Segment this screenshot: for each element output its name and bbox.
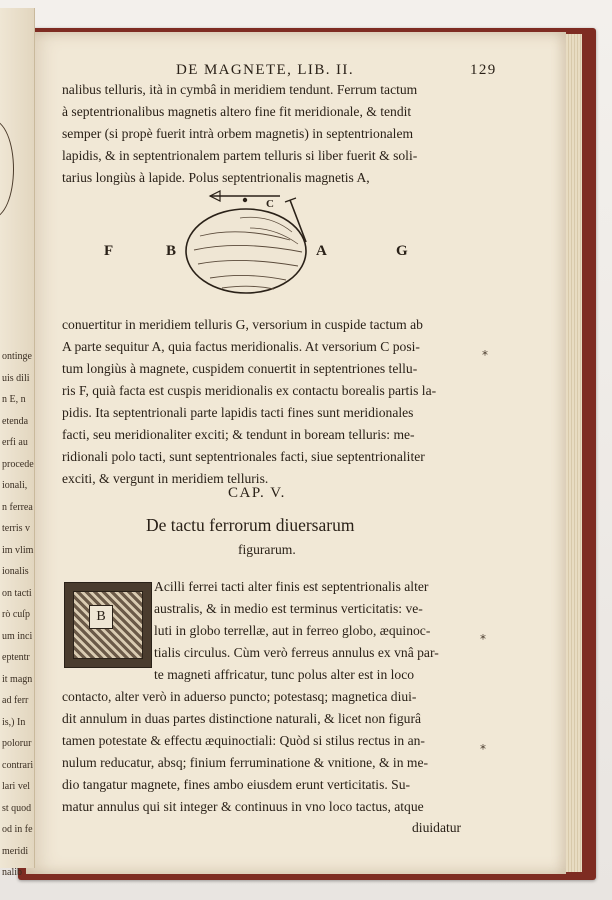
text-line: dio tangatur magnete, fines ambo eiusdem erunt verticitatis. Su- bbox=[62, 777, 411, 792]
text-line: tum longiùs à magnete, cuspidem conuertit in septentriones tellu- bbox=[62, 361, 418, 376]
left-page-fragment: n ferrea bbox=[2, 501, 33, 513]
left-page-fragment: im vlim bbox=[2, 544, 34, 556]
left-page-fragment: procede bbox=[2, 458, 34, 470]
left-page-fragment: ionali, bbox=[2, 480, 28, 491]
text-line: matur annulus qui sit integer & continuus in vno loco tactus, atque bbox=[62, 799, 424, 814]
left-page-fragment: on tacti bbox=[2, 587, 32, 599]
chapter-number: CAP. V. bbox=[228, 485, 286, 501]
figure-label-c: C bbox=[266, 198, 274, 210]
left-page-fragment: it magn bbox=[2, 673, 33, 685]
text-line: facti, seu meridionaliter exciti; & tendunt in boream telluris: me- bbox=[62, 427, 415, 442]
text-line: pidis. Ita septentrionali parte lapidis tacti fines sunt meridionales bbox=[62, 405, 414, 420]
left-page-fragment: n E, n bbox=[2, 394, 26, 405]
text-line: ridionali polo tacti, sunt septentrionales facti, siue septentrionaliter bbox=[62, 449, 425, 464]
figure-label-b: B bbox=[166, 243, 177, 259]
margin-mark: * bbox=[480, 742, 486, 756]
left-page-figure-arc bbox=[0, 120, 14, 218]
left-page-fragment: etenda bbox=[2, 415, 29, 427]
text-line: A parte sequitur A, quia factus meridionalis. At versorium C posi- bbox=[62, 339, 420, 354]
text-line: lapidis, & in septentrionalem partem telluris si liber fuerit & soli- bbox=[62, 148, 418, 163]
left-page-fragment: rò cuſp bbox=[2, 609, 31, 620]
figure-label-a: A bbox=[316, 243, 327, 259]
text-line: luti in globo terrellæ, aut in ferreo globo, æquinoc- bbox=[154, 623, 431, 638]
figure-label-g: G bbox=[396, 243, 408, 259]
lodestone bbox=[186, 209, 306, 293]
left-page-fragment: ionalis bbox=[2, 566, 29, 577]
left-page-fragment: terris v bbox=[2, 523, 31, 534]
left-page-fragment: um inci bbox=[2, 630, 33, 642]
left-page-fragment: polorur bbox=[2, 738, 32, 749]
left-page-text bbox=[2, 346, 36, 884]
decorated-initial bbox=[64, 582, 152, 668]
text-line: à septentrionalibus magnetis altero fine fit meridionale, & tendit bbox=[62, 104, 412, 119]
left-page-fragment: od in fe bbox=[2, 824, 33, 835]
text-line: dit annulum in duas partes distinctione naturali, & licet non figurâ bbox=[62, 711, 422, 726]
chapter-title: De tactu ferrorum diuersarum bbox=[146, 515, 355, 535]
text-line: semper (si propè fuerit intrà orbem magnetis) in septentrionalem bbox=[62, 126, 414, 141]
text-line: nulum reducatur, absq; finium ferruminatione & vnitione, & in me- bbox=[62, 755, 429, 770]
initial-letter: B bbox=[89, 605, 113, 629]
chapter-subtitle: figurarum. bbox=[238, 542, 296, 557]
catchword: diuidatur bbox=[412, 820, 462, 835]
page-number: 129 bbox=[470, 62, 497, 78]
text-line: nalibus telluris, ità in cymbâ in meridiem tendunt. Ferrum tactum bbox=[62, 82, 418, 97]
text-line: Acilli ferrei tacti alter finis est septentrionalis alter bbox=[154, 579, 429, 594]
left-page-fragment: meridi bbox=[2, 845, 29, 857]
text-line: ris F, quià facta est cuspis meridionalis ex contactu borealis partis la- bbox=[62, 383, 437, 398]
text-line: tarius longiùs à lapide. Polus septentrionalis magnetis A, bbox=[62, 170, 370, 185]
text-line: te magneti affricatur, tunc polus alter est in loco bbox=[154, 667, 415, 682]
left-page-fragment: erfi au bbox=[2, 437, 28, 448]
left-page-fragment: st quod bbox=[2, 802, 32, 814]
magnet-diagram bbox=[180, 188, 330, 303]
left-page-fragment: uis dili bbox=[2, 372, 30, 384]
left-page-fragment: lari vel bbox=[2, 781, 31, 792]
figure-label-f: F bbox=[104, 243, 114, 259]
left-page-edge bbox=[0, 8, 35, 878]
left-page-fragment: contrari bbox=[2, 759, 34, 771]
text-line: contacto, alter verò in aduerso puncto; potestasq; magnetica diui- bbox=[62, 689, 417, 704]
left-page-fragment: eptentr bbox=[2, 652, 30, 663]
margin-mark: * bbox=[480, 632, 486, 646]
text-line: exciti, & vergunt in meridiem telluris. bbox=[62, 471, 269, 486]
text-line: australis, & in medio est terminus verticitatis: ve- bbox=[154, 601, 423, 616]
margin-mark: * bbox=[482, 348, 488, 362]
left-page-fragment: ontinge bbox=[2, 351, 32, 362]
left-page-fragment: is,) In bbox=[2, 716, 26, 728]
text-line: tialis circulus. Cùm verò ferreus annulus ex vnâ par- bbox=[154, 645, 439, 660]
text-line: tamen potestate & effectu æquinoctiali: Quòd si stilus rectus in an- bbox=[62, 733, 425, 748]
text-line: conuertitur in meridiem telluris G, versorium in cuspide tactum ab bbox=[62, 317, 423, 332]
running-title: DE MAGNETE, LIB. II. bbox=[176, 62, 354, 78]
left-page-fragment: nalib bbox=[2, 867, 22, 878]
left-page-fragment: ad ferr bbox=[2, 695, 29, 706]
